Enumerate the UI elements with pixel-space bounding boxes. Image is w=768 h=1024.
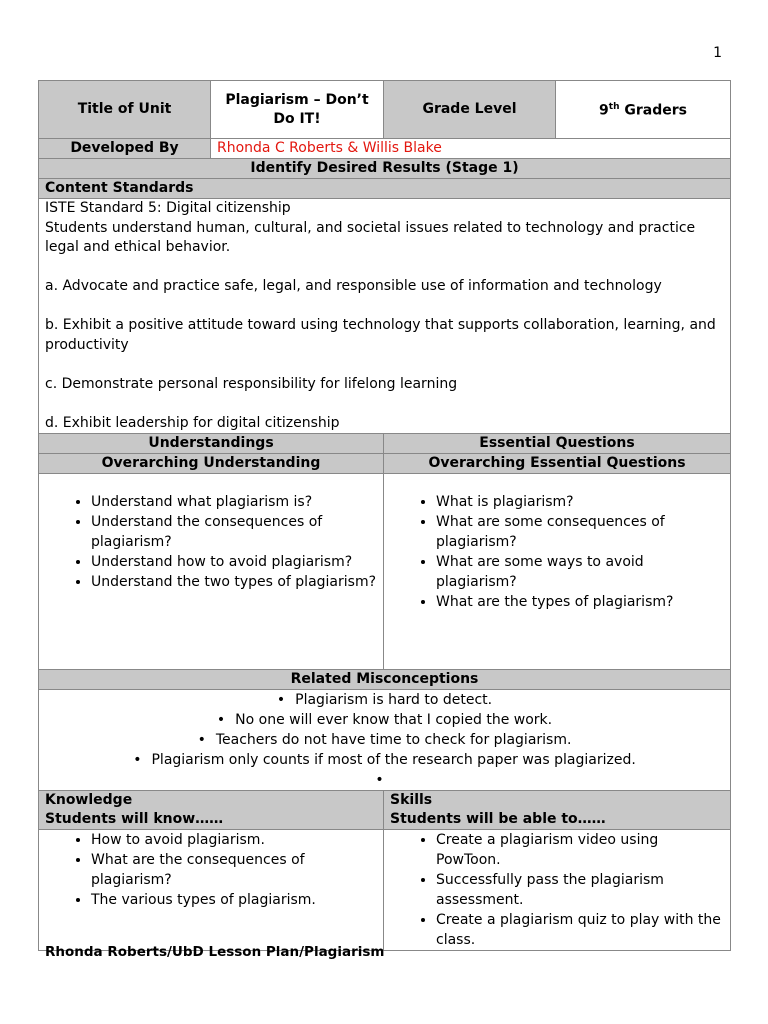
misconceptions-cell	[39, 690, 731, 791]
skills-cell	[384, 830, 731, 951]
developed-by-row	[39, 139, 731, 159]
list-item: • Create a plagiarism video using PowToon.	[436, 830, 724, 870]
list-item: • What is plagiarism?	[436, 492, 724, 512]
understandings-list	[45, 492, 377, 592]
standard-description: Students understand human, cultural, and societal issues related to technology and practice legal and ethical behavior.	[45, 219, 696, 255]
list-item: • Plagiarism only counts if most of the research paper was plagiarized.	[45, 750, 724, 770]
knowledge-heading: Knowledge	[45, 792, 133, 808]
list-item: • The various types of plagiarism.	[91, 890, 377, 910]
essential-questions-heading: Essential Questions	[384, 434, 731, 454]
grade-level-value	[556, 81, 731, 139]
stage1-row	[39, 159, 731, 179]
knowledge-skills-heading-row	[39, 791, 731, 830]
developed-by-label: Developed By	[39, 139, 211, 159]
page-number: 1	[713, 45, 722, 61]
knowledge-cell	[39, 830, 384, 951]
essential-questions-list	[390, 492, 724, 612]
list-item: • Understand the consequences of plagiarism?	[91, 512, 377, 552]
list-item: • What are some consequences of plagiarism?	[436, 512, 724, 552]
overarching-questions-heading: Overarching Essential Questions	[384, 454, 731, 474]
misconceptions-row	[39, 690, 731, 791]
list-item: • Understand what plagiarism is?	[91, 492, 377, 512]
list-item: • No one will ever know that I copied the work.	[45, 710, 724, 730]
standard-item-c: c. Demonstrate personal responsibility for lifelong learning	[45, 375, 458, 392]
list-item: • What are some ways to avoid plagiarism?	[436, 552, 724, 592]
understandings-row	[39, 474, 731, 670]
title-row	[39, 81, 731, 139]
knowledge-subheading: Students will know……	[45, 811, 224, 827]
list-item: • What are the types of plagiarism?	[436, 592, 724, 612]
skills-list	[390, 830, 724, 950]
footer-text: Rhonda Roberts/UbD Lesson Plan/Plagiarism	[45, 944, 385, 960]
developed-by-value: Rhonda C Roberts & Willis Blake	[211, 139, 731, 159]
skills-heading: Skills	[390, 792, 433, 808]
essential-questions-cell	[384, 474, 731, 670]
list-item: • How to avoid plagiarism.	[91, 830, 377, 850]
misconceptions-heading: Related Misconceptions	[39, 670, 731, 690]
knowledge-skills-row	[39, 830, 731, 951]
title-of-unit-value: Plagiarism – Don’t Do IT!	[211, 81, 384, 139]
list-item: • Successfully pass the plagiarism assessment.	[436, 870, 724, 910]
list-item: • Teachers do not have time to check for plagiarism.	[45, 730, 724, 750]
lesson-plan-table	[38, 80, 731, 951]
list-item	[45, 770, 724, 790]
content-standards-body	[39, 199, 731, 434]
misconceptions-heading-row	[39, 670, 731, 690]
standard-item-d: d. Exhibit leadership for digital citizenship	[45, 414, 340, 431]
title-of-unit-label: Title of Unit	[39, 81, 211, 139]
grade-level-label: Grade Level	[384, 81, 556, 139]
grade-suffix: Graders	[619, 102, 687, 119]
knowledge-heading-cell	[39, 791, 384, 830]
understandings-heading-row	[39, 434, 731, 454]
list-item: • Understand the two types of plagiarism?	[91, 572, 377, 592]
standard-item-b: b. Exhibit a positive attitude toward using technology that supports collaboration, learning, and productivity	[45, 317, 716, 353]
overarching-understanding-heading: Overarching Understanding	[39, 454, 384, 474]
list-item: • What are the consequences of plagiarism?	[91, 850, 377, 890]
grade-ordinal: th	[608, 102, 620, 113]
content-standards-heading: Content Standards	[39, 179, 731, 199]
overarching-heading-row	[39, 454, 731, 474]
content-standards-row	[39, 199, 731, 434]
skills-heading-cell	[384, 791, 731, 830]
misconceptions-list	[45, 690, 724, 790]
grade-number: 9	[599, 102, 609, 119]
skills-subheading: Students will be able to……	[390, 811, 606, 827]
content-standards-heading-row	[39, 179, 731, 199]
standard-title: ISTE Standard 5: Digital citizenship	[45, 200, 291, 216]
list-item: • Create a plagiarism quiz to play with the class.	[436, 910, 724, 950]
understandings-heading: Understandings	[39, 434, 384, 454]
understandings-cell	[39, 474, 384, 670]
standard-item-a: a. Advocate and practice safe, legal, and responsible use of information and technology	[45, 278, 662, 294]
list-item: • Understand how to avoid plagiarism?	[91, 552, 377, 572]
stage1-heading: Identify Desired Results (Stage 1)	[39, 159, 731, 179]
list-item: • Plagiarism is hard to detect.	[45, 690, 724, 710]
knowledge-list	[45, 830, 377, 910]
